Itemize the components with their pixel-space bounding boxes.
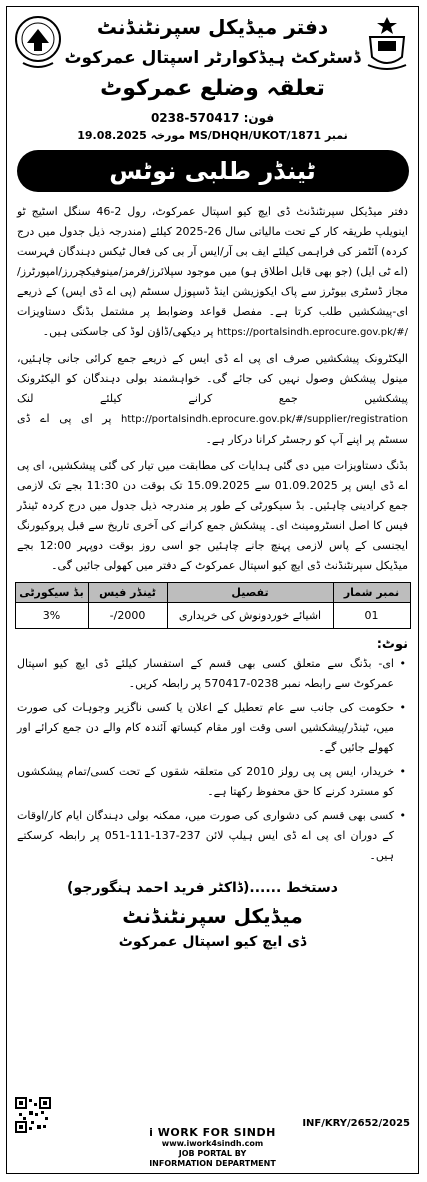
cell-serial: 01 [333, 603, 410, 629]
district-title: تعلقہ وضلع عمرکوٹ [100, 76, 325, 101]
portal-link[interactable]: https://portalsindh.eprocure.gov.pk/#/ [216, 327, 408, 338]
notice-body [7, 192, 418, 576]
col-serial: نمبر شمار [333, 583, 410, 603]
col-description: تفصیل [167, 583, 333, 603]
footer-line-2: JOB PORTAL BY [178, 1149, 247, 1158]
tender-notice-page [6, 6, 419, 1174]
notes-list [7, 654, 418, 866]
footer-line-3: INFORMATION DEPARTMENT [149, 1159, 276, 1168]
footer [7, 1126, 418, 1169]
signatory-title: میڈیکل سپرنٹنڈنٹ [122, 904, 303, 928]
table-header-row [15, 583, 410, 603]
office-title: دفتر میڈیکل سپرنٹنڈنٹ [96, 15, 329, 39]
registration-link[interactable]: http://portalsindh.eprocure.gov.pk/#/supplier/registration [121, 414, 409, 425]
note-item: • حکومت کی جانب سے عام تعطیل کے اعلان یا کسی ناگزیر وجوہات کی صورت میں، ٹینڈر/پیشکشیں اسی وقت اور مقام کیساتھ آئندہ کام والے دن جمع کرائے اور کھولے جائیں گے۔ [17, 698, 406, 758]
col-tender-fee: ٹینڈر فیس [88, 583, 167, 603]
note-item: • ای- بڈنگ سے متعلق کسی بھی قسم کے استفسار کیلئے ڈی ایچ کیو اسپتال عمرکوٹ سے رابطہ نمبر 0238-570417 پر رابطہ کریں۔ [17, 654, 406, 694]
reference-number: نمبر MS/DHQH/UKOT/1871 مورخہ 19.08.2025 [77, 129, 348, 142]
phone-number: 0238-570417 [150, 111, 240, 125]
phone-row [7, 111, 418, 125]
note-item: • کسی بھی قسم کی دشواری کی صورت میں، ممکنہ بولی دہندگان ایام کار/اوقات کے دوران ای پی اے ڈی ایس ہیلپ لائن 237-137-111-051 پر رابطہ کرسکتے ہیں۔ [17, 806, 406, 866]
paragraph-1-tail: پر دیکھی/ڈاؤن لوڈ کی جاسکتی ہیں۔ [42, 325, 214, 338]
paragraph-1-text: دفتر میڈیکل سپرنٹنڈنٹ ڈی ایچ کیو اسپتال عمرکوٹ، رول 2-46 سنگل اسٹیج ٹو اینویلپ طریقہ کار کے تحت مالیاتی سال 26-2025 کیلئے (مندرجہ ذیل جدول میں درج کردہ) آئٹمز کی فراہمی کیلئے ایف بی آر/ایس آر بی کی فعال ٹیکس دہندگان فہرست (اے ٹی ایل) (جو بھی قابل اطلاق ہو) میں موجود سپلائرز/فرمز/مینوفیکچررز/امپورٹرز/مجاز ڈسٹری بیوٹرز سے پاک ایکوزیشن اینڈ ڈسپوزل سسٹم (پی اے ڈی ایس) کے ذریعے ای-پیشکشیں طلب کرتا ہے۔ مفصل قواعد وضوابط پر مشتمل بڈنگ دستاویزات [17, 205, 409, 318]
footer-url[interactable]: www.iwork4sindh.com [161, 1139, 264, 1148]
header [7, 7, 418, 105]
note-item: • خریدار، ایس پی پی رولز 2010 کی متعلقہ شقوں کے تحت کسی/تمام پیشکشوں کو مسترد کرنے کا حق محفوظ رکھتا ہے۔ [17, 762, 406, 802]
signature-line: دستخط ......(ڈاکٹر فرید احمد ہنگورجو) [67, 880, 338, 896]
paragraph-2-text: الیکٹرونک پیشکشیں صرف ای پی اے ڈی ایس کے ذریعے جمع کرائی جانی چاہئیں، مینول پیشکش وصول نہیں کی جائے گی۔ خواہشمند بولی دہندگان کو الیکٹرونک پیشکشیں جمع کرانے کیلئے لنک [17, 352, 408, 405]
hospital-title: ڈسٹرکٹ ہیڈکوارٹر اسپتال عمرکوٹ [64, 48, 361, 68]
hospital-logo-icon [13, 13, 63, 73]
inf-code: INF/KRY/2652/2025 [302, 1118, 410, 1129]
cell-bid-security: 3% [15, 603, 88, 629]
paragraph-2 [17, 349, 408, 450]
cell-description: اشیائے خوردونوش کی خریداری [167, 603, 333, 629]
iwork-for-sindh-logo: i WORK FOR SINDH [149, 1126, 276, 1139]
notes-title: نوٹ: [376, 637, 408, 652]
phone-label: فون: [243, 111, 275, 125]
table-row [15, 603, 410, 629]
signatory-office: ڈی ایچ کیو اسپتال عمرکوٹ [118, 934, 307, 950]
cell-tender-fee: 2000/- [88, 603, 167, 629]
col-bid-security: بڈ سیکورٹی [15, 583, 88, 603]
paragraph-2-tail: پر ای پی اے ڈی سسٹم پر اپنے آپ کو رجسٹر کرانا درکار ہے۔ [17, 412, 408, 446]
sindh-government-emblem-icon [362, 13, 412, 73]
tender-table [15, 582, 411, 629]
notice-banner: ٹینڈر طلبی نوٹس [17, 150, 409, 192]
paragraph-1 [17, 202, 408, 343]
paragraph-3: بڈنگ دستاویزات میں دی گئی ہدایات کی مطابقت میں تیار کی گئی پیشکشیں، ای پی اے ڈی ایس پر 01.09.2025 سے 15.09.2025 تک بوقت دن 11:30 بجے تک لازمی جمع کرادینی چاہئیں۔ بڈ سیکورٹی کے طور پر مندرجہ ذیل جدول میں درج کردہ ٹینڈر فیس کا اصل انسٹرومینٹ ای۔ پیشکش جمع کرانے کی آخری تاریخ سے قبل پروکیورنگ ایجنسی کے پاس لازمی پہنچ جانے چاہئیں جو اسی روز بوقت دوپہر 12:00 بجے میڈیکل سپرنٹنڈنٹ ڈی ایچ کیو اسپتال عمرکوٹ کے دفتر میں کھولی جائیں گی۔ [17, 459, 409, 572]
